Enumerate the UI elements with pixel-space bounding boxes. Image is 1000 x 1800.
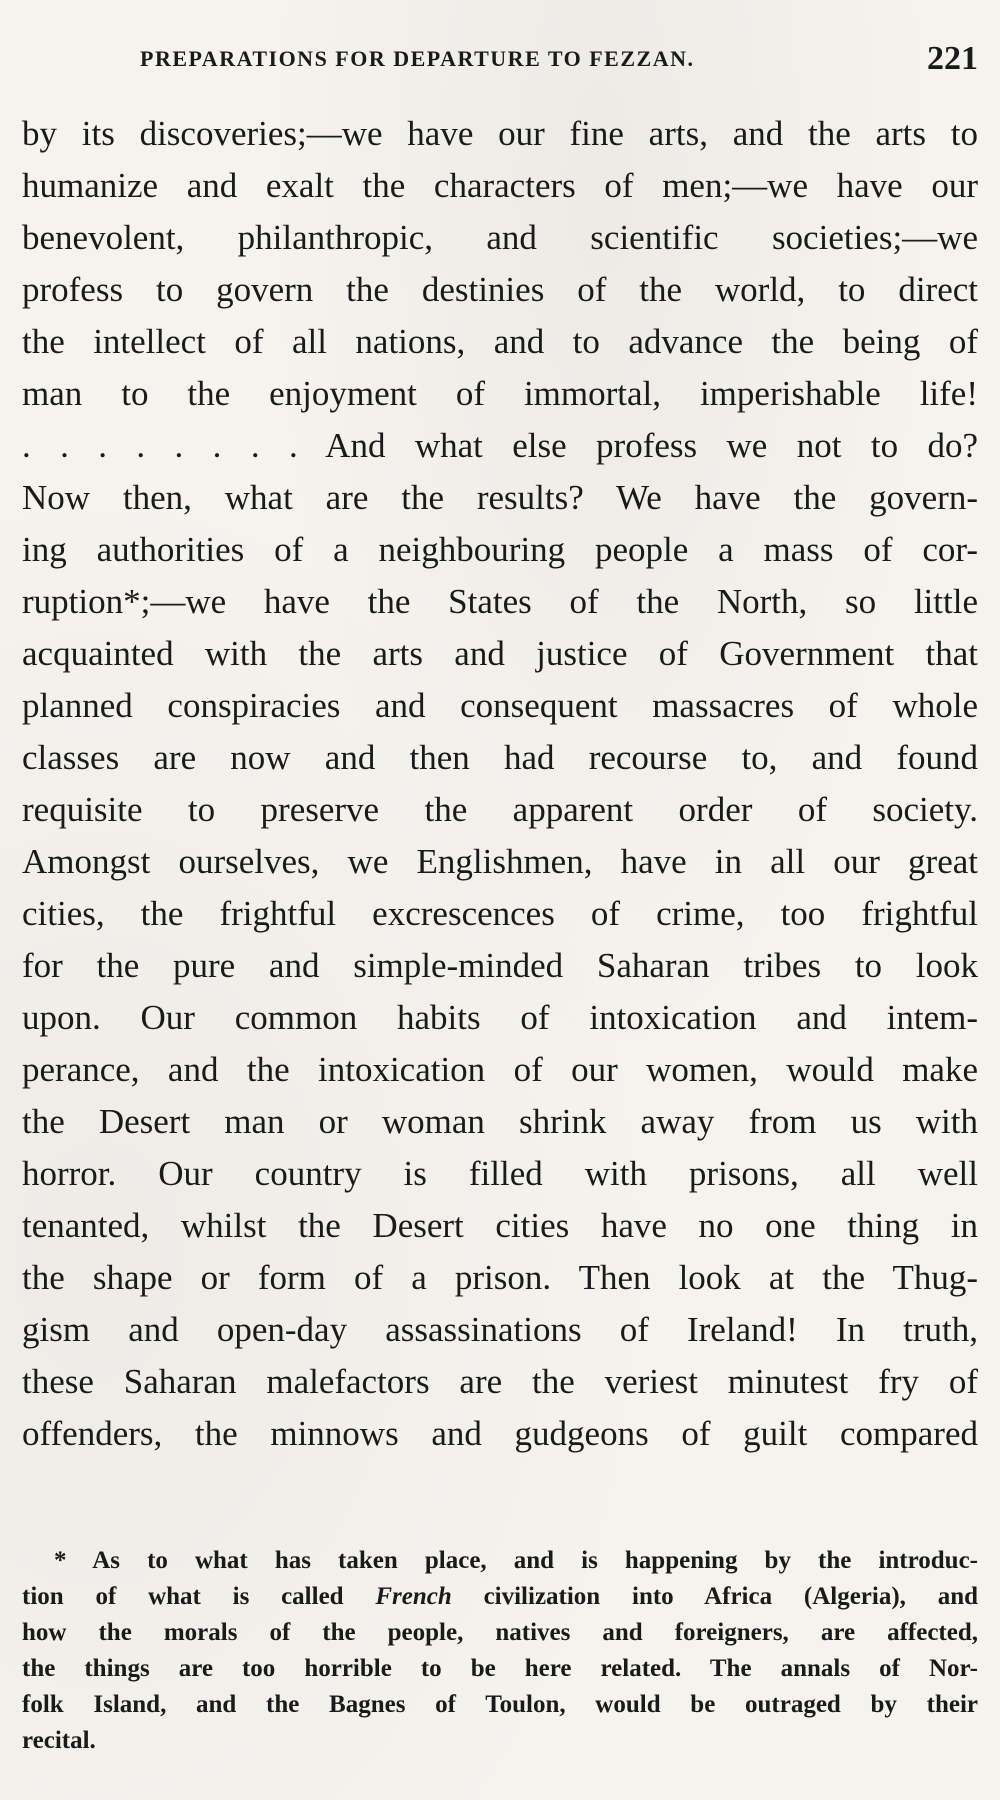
footnote-line: * As to what has taken place, and is happening by the introduc- [54, 1547, 978, 1574]
text-line: offenders, the minnows and gudgeons of guilt compared [22, 1414, 978, 1453]
text-line: horror. Our country is filled with prisons, all well [22, 1154, 978, 1193]
footnote-italic-text: French [375, 1583, 452, 1610]
running-title: PREPARATIONS FOR DEPARTURE TO FEZZAN. [140, 46, 695, 71]
text-line: tenanted, whilst the Desert cities have no one thing in [22, 1206, 978, 1245]
footnote-text: civilization into Africa (Algeria), and [451, 1583, 978, 1610]
text-line: classes are now and then had recourse to, and found [22, 738, 978, 777]
text-line: the Desert man or woman shrink away from us with [22, 1102, 978, 1141]
text-line: by its discoveries;—we have our fine arts, and the arts to [22, 114, 978, 153]
footnote-line: recital. [22, 1727, 96, 1754]
text-line: gism and open-day assassinations of Ireland! In truth, [22, 1310, 978, 1349]
text-line: upon. Our common habits of intoxication and intem- [22, 998, 978, 1037]
text-line: Amongst ourselves, we Englishmen, have in all our great [22, 842, 978, 881]
text-line: man to the enjoyment of immortal, imperishable life! [22, 374, 978, 413]
running-header [140, 40, 978, 80]
text-line: the shape or form of a prison. Then look at the Thug- [22, 1258, 978, 1297]
footnote-line [22, 1579, 978, 1615]
text-line: ing authorities of a neighbouring people a mass of cor- [22, 530, 978, 569]
text-line: perance, and the intoxication of our women, would make [22, 1050, 978, 1089]
text-line: humanize and exalt the characters of men;—we have our [22, 166, 978, 205]
text-line: . . . . . . . . And what else profess we not to do? [22, 426, 978, 465]
footnote-separator [22, 1500, 978, 1501]
page-number: 221 [927, 40, 978, 77]
text-line: the intellect of all nations, and to advance the being of [22, 322, 978, 361]
footnote-line: how the morals of the people, natives and foreigners, are affected, [22, 1619, 978, 1646]
text-line: cities, the frightful excrescences of crime, too frightful [22, 894, 978, 933]
text-line: profess to govern the destinies of the world, to direct [22, 270, 978, 309]
text-line: ruption*;—we have the States of the North, so little [22, 582, 978, 621]
footnote-line: the things are too horrible to be here related. The annals of Nor- [22, 1655, 978, 1682]
text-line: these Saharan malefactors are the veriest minutest fry of [22, 1362, 978, 1401]
text-line: benevolent, philanthropic, and scientific societies;—we [22, 218, 978, 257]
text-line: planned conspiracies and consequent massacres of whole [22, 686, 978, 725]
text-line: Now then, what are the results? We have the govern- [22, 478, 978, 517]
body-text [22, 108, 978, 1460]
footnote-text: tion of what is called [22, 1583, 376, 1610]
text-line: requisite to preserve the apparent order of society. [22, 790, 978, 829]
footnote-line: folk Island, and the Bagnes of Toulon, would be outraged by their [22, 1691, 978, 1718]
text-line: acquainted with the arts and justice of Government that [22, 634, 978, 673]
footnote [22, 1543, 978, 1759]
text-line: for the pure and simple-minded Saharan tribes to look [22, 946, 978, 985]
